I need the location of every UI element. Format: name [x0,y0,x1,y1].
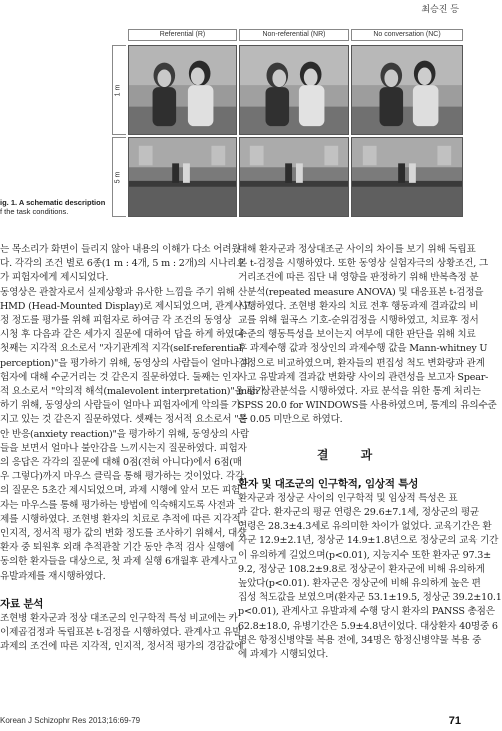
body-line: 자는 마우스를 통해 평가하는 방법에 익숙해지도록 사전과 [0,499,235,511]
body-line: 교를 위해 월곡스 기호-순위검정을 시행하였고, 치료후 정서 [238,315,479,327]
body-line: 이제곱검정과 독립표본 t-검정을 시행하였다. 관계사고 유발 [0,627,242,639]
column-header-referential: Referential (R) [128,29,237,41]
body-line: 사고 유발과제 결과값 변화량 사이의 관련성을 보고자 Spear- [238,371,489,383]
body-line: 연령은 28.3±4.3세로 유의미한 차이가 없었다. 교육기간은 환 [238,521,492,533]
body-line: SPSS 20.0 for WINDOWS를 사용하였으며, 통계의 유의수준 [238,400,497,412]
body-line: 환자 중 퇴원후 외래 추적관찰 기간 동안 추적 검사 실행에 [0,542,235,554]
subsection-heading-demographics: 환자 및 대조군의 인구학적, 임상적 특성 [238,477,419,490]
body-line: 제를 시행하였다. 조현병 환자의 치료로 추적에 따른 지각적, [0,513,244,525]
body-line: 높았다(p<0.01). 환자군은 정상군에 비해 유의하게 높은 편 [238,578,481,590]
body-line: 거리조건에 따른 집단 내 영향을 판정하기 위해 반복측정 분 [238,272,479,284]
body-line: 동의한 환자들을 대상으로, 첫 과제 실행 6개월후 관계사고 [0,556,238,568]
body-line: 9.2, 정상군 108.2±9.8로 정상군이 환자군에 비해 유의하게 [238,563,485,575]
running-header-author: 최승진 등 [421,5,459,15]
body-line: 과제의 조건에 따른 지각적, 인지적, 정서적 평가의 경감값에 [0,641,244,653]
body-line: 환자군과 정상군 사이의 인구학적 및 임상적 특성은 표 [238,492,458,504]
section-heading-results: 결 과 [316,447,387,462]
body-line: 시행하였다. 조현병 환자의 치료 전후 행동과제 결과값의 비 [238,300,479,312]
column-header-non-referential: Non-referential (NR) [239,29,349,41]
body-line: 첫째는 지각적 요소로서 "자기관계적 지각(self-referential [0,343,242,355]
body-line: 의 응답은 각각의 질문에 대해 0점(전혀 아니다)에서 6점(매 [0,457,242,469]
body-line: 집성 척도값을 보였으며(환자군 53.1±19.5, 정상군 39.2±10.1 [238,592,502,604]
body-line: 에 과제가 시행되었다. [238,649,329,661]
body-line: 대해 환자군과 정상대조군 사이의 차이를 보기 위해 독립표 [238,244,476,255]
left-text-column [0,243,265,654]
body-line: 후 과제수행 값과 정상인의 과제수행 값을 Mann-whitney U [238,343,488,355]
task-conditions-figure [112,29,465,219]
body-line: 62.8±18.0, 유병기간은 5.9±4.8년이었다. 대상환자 40명중 6 [238,620,498,632]
body-line: perception)"을 평가하기 위해, 동영상의 사람들이 얼마나 피 [0,357,251,369]
body-line: 의 질문은 5초간 제시되었으며, 과제 시행에 앞서 모든 피험 [0,485,241,497]
figure-caption [0,198,110,216]
body-line: 적 요소로서 "악의적 해석(malevolent interpretation)"을 평가 [0,386,265,398]
figure-caption-text: f the task conditions. [0,207,69,216]
photo-referential-1m [128,45,237,135]
body-line: p<0.01), 관계사고 유발과제 수행 당시 환자의 PANSS 총점은 [238,606,495,618]
photo-non-referential-5m [239,137,349,217]
footer-page-number: 71 [448,715,461,727]
body-line: 명은 항정신병약물 복용 전에, 34명은 항정신병약물 복용 중 [238,634,482,646]
section-heading-data-analysis: 자료 분석 [0,597,44,610]
body-line: 지고 있는 것 같은지 질문하였다. 셋째는 정서적 요소로서 "불 [0,414,248,426]
body-line: 본 t-검정을 시행하였다. 또한 동영상 실험자극의 상황조건, 그 [238,258,488,270]
body-line: 들을 보면서 얼마나 불안감을 느끼시는지 질문하였다. 피험자 [0,442,247,454]
footer-journal-citation: Korean J Schizophr Res 2013;16:69-79 [0,716,141,725]
body-line: 가 피험자에게 제시되었다. [0,272,109,284]
body-line: 자군 12.9±2.1년, 정상군 14.9±1.8년으로 정상군의 교육 기간 [238,535,499,547]
body-line: man 상관분석을 시행하였다. 자료 분석을 위한 통계 처리는 [238,386,481,398]
body-line: 동영상은 관찰자로서 실제상황과 유사한 느낌을 주기 위해 [0,286,235,298]
body-line: 정 정도를 평가를 위해 피험자로 하여금 각 조건의 동영상 [0,315,232,327]
body-line: 수준의 행동특성을 보이는지 여부에 대한 판단을 위해 치료 [238,329,476,341]
body-line: 인지적, 정서적 평가 값의 변화 정도를 조사하기 위해서, 대상 [0,528,247,540]
body-line: 과 같다. 환자군의 평균 연령은 29.6±7.1세, 정상군의 평균 [238,507,479,519]
photo-non-referential-1m [239,45,349,135]
body-line: 하기 위해, 동영상의 사람들이 얼마나 피험자에게 악의를 가 [0,400,241,412]
body-line: 이 유의하게 길었으며(p<0.01), 지능지수 또한 환자군 97.3± [238,549,491,561]
row-label-5m: 5 m [114,171,122,183]
photo-no-conversation-1m [351,45,463,135]
body-line: 시청 후 다음과 같은 세가지 질문에 대하여 답을 하게 하였다. [0,329,247,341]
body-line: 검정으로 비교하였으며, 환자들의 편집성 척도 변화량과 관계 [238,357,485,369]
photo-no-conversation-5m [351,137,463,217]
body-line: 산분석(repeated measure ANOVA) 및 대응표본 t-검정을 [238,286,484,298]
body-line: 는 목소리가 화면이 들리지 않아 내용의 이해가 다소 어려웠 [0,244,241,255]
body-line: 안 반응(anxiety reaction)"을 평가하기 위해, 동영상의 사람 [0,428,249,440]
body-line: 유발과제를 재시행하였다. [0,570,106,582]
body-line: 은 0.05 미만으로 하였다. [238,414,343,426]
body-line: 조현병 환자군과 정상 대조군의 인구학적 특성 비교에는 카 [0,612,238,624]
row-label-1m: 1 m [114,84,122,96]
body-line: 우 그렇다)까지 마우스 클릭을 통해 평가하는 것이었다. 각각 [0,471,244,483]
right-text-column [238,243,502,662]
body-line: 다. 각각의 조건 별로 6종(1 m : 4개, 5 m : 2개)의 시나리오 [0,258,246,270]
column-header-no-conversation: No conversation (NC) [351,29,463,41]
body-line: 험자에 대해 수군거리는 것 같은지 질문하였다. 둘째는 인지 [0,371,241,383]
body-line: HMD (Head-Mounted Display)로 제시되었으며, 관계사고 [0,300,252,312]
figure-caption-label: ig. 1. A schematic description [0,198,106,207]
photo-referential-5m [128,137,237,217]
